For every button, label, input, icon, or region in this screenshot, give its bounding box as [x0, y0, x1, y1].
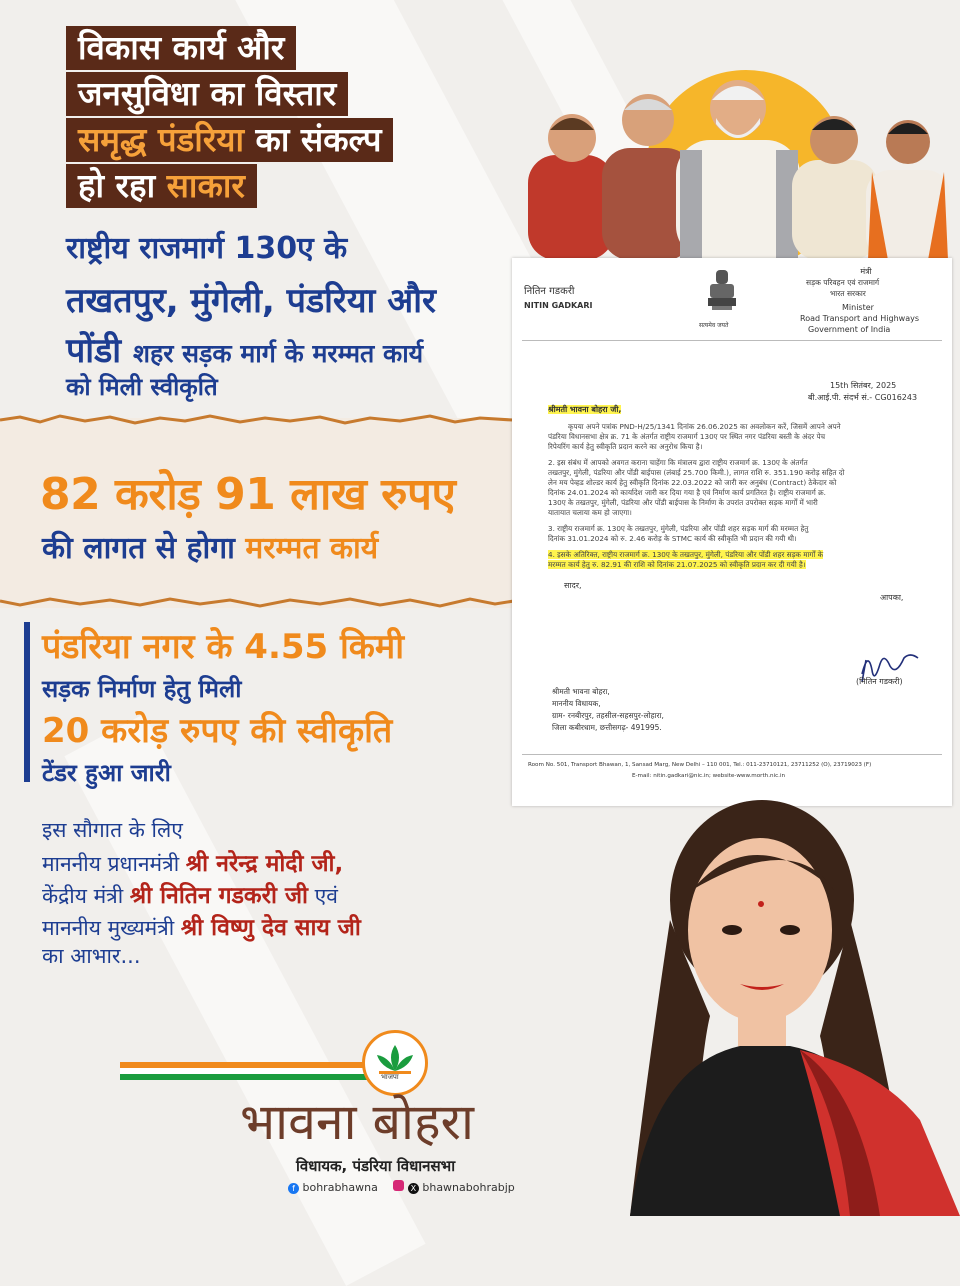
letter-closing: सादर,	[564, 581, 582, 590]
letter-para: लेन मय पेव्हड शोल्डर कार्य हेतु स्वीकृति दिनांक 22.03.2022 को जारी कर अनुबंध (Contract) ठेकेदार को	[548, 478, 837, 487]
approval-text: मरम्मत कार्य	[312, 339, 424, 368]
header-highlight: समृद्ध पंडरिया	[78, 120, 245, 159]
background-streak	[64, 714, 425, 1286]
thanks-text: एवं	[307, 884, 338, 908]
letter-para: दिनांक 24.01.2024 को कार्यादेश जारी कर दिया गया है एवं निर्माण कार्य प्रगतिरत है। राष्ट्रीय राजमार्ग क्र.	[548, 488, 826, 497]
letter-title-hi: सड़क परिवहन एवं राजमार्ग	[806, 278, 880, 287]
header-line-2	[66, 72, 348, 116]
highlight-text: श्रीमती भावना बोहरा जी,	[548, 405, 622, 414]
torn-edge-bottom	[0, 594, 520, 612]
header-text: हो रहा	[78, 166, 167, 205]
letter-para: रिपेयरिंग कार्य हेतु स्वीकृति प्रदान करने का अनुरोध किया है।	[548, 442, 703, 451]
thanks-line-1: इस सौगात के लिए	[42, 818, 183, 842]
mla-designation: विधायक, पंडरिया विधानसभा	[296, 1157, 456, 1175]
letter-para-highlight	[548, 550, 823, 560]
letter-sender-hi: नितिन गडकरी	[524, 286, 575, 297]
letter-para-highlight	[548, 560, 806, 570]
logo-caption: भाजपा	[381, 1073, 399, 1081]
mla-name: भावना बोहरा	[240, 1093, 474, 1151]
thanks-name: श्री विष्णु देव साय जी	[180, 915, 361, 941]
header-text: का संकल्प	[244, 120, 382, 159]
thanks-name: श्री नरेन्द्र मोदी जी,	[185, 851, 344, 877]
header-text: जनसुविधा का विस्तार	[78, 74, 337, 113]
road-line-2: सड़क निर्माण हेतु मिली	[42, 675, 242, 703]
accent-bar	[24, 622, 30, 782]
leaders-photo	[520, 60, 960, 260]
letter-title-en: Minister	[842, 303, 874, 312]
x-icon: X	[408, 1183, 419, 1194]
letter-title-hi: भारत सरकार	[830, 289, 866, 298]
torn-edge-top	[0, 412, 512, 428]
facebook-handle[interactable]: bohrabhawna	[302, 1181, 378, 1194]
road-line-4: टेंडर हुआ जारी	[42, 759, 171, 787]
highlight-text: मरम्मत कार्य हेतु रु. 82.91 की राशि को दिनांक 21.07.2025 को स्वीकृति प्रदान कर दी गयी है।	[548, 560, 806, 569]
letter-para: 2. इस संबंध में आपको अवगत कराना चाहेंगा कि मंत्रालय द्वारा राष्ट्रीय राजमार्ग क्र. 130ए के अंतर्गत	[548, 458, 808, 467]
letter-date: 15th सितंबर, 2025	[830, 381, 897, 390]
road-line-1: पंडरिया नगर के 4.55 किमी	[42, 627, 405, 667]
letter-para: 3. राष्ट्रीय राजमार्ग क्र. 130ए के तखतपुर, मुंगेली, पंडरिया और पोंडी शहर सड़क मार्ग की मरम्मत हेतु	[548, 524, 809, 533]
thanks-text: केंद्रीय मंत्री	[42, 884, 130, 908]
letter-address: जिला कबीरधाम, छत्तीसगढ़- 491995.	[552, 723, 662, 732]
header-line-4	[66, 164, 257, 208]
letter-sender-en: NITIN GADKARI	[524, 301, 593, 310]
letter-para: यातायात चलाया कम हो जाएगा।	[548, 508, 632, 517]
tricolor-line	[120, 1062, 370, 1080]
facebook-icon: f	[288, 1183, 299, 1194]
header-line-1	[66, 26, 296, 70]
approval-letter	[512, 258, 952, 806]
letter-title-hi: मंत्री	[860, 267, 872, 276]
signature-name: (नितिन गडकरी)	[856, 677, 903, 686]
header-highlight: साकार	[166, 166, 245, 205]
letter-title-en: Government of India	[808, 325, 891, 334]
leader-figure	[866, 120, 950, 260]
thanks-line-4	[42, 910, 361, 942]
approval-line-4: को मिली स्वीकृति	[66, 373, 218, 401]
letter-para: कृपया अपने पत्रांक PND-H/25/1341 दिनांक 26.06.2025 का अवलोकन करें, जिसमें आपने अपने	[568, 422, 841, 431]
cost-highlight: मरम्मत कार्य	[245, 531, 379, 566]
letter-divider	[522, 754, 942, 755]
letter-title-en: Road Transport and Highways	[800, 314, 920, 323]
letter-para: पंडरिया विधानसभा क्षेत्र क्र. 71 के अंतर्गत राष्ट्रीय राजमार्ग 130ए पर स्थित नगर पंडरिया बस्ती के अंदर पेच	[548, 432, 826, 441]
letter-footer: Room No. 501, Transport Bhawan, 1, Sansad Marg, New Delhi – 110 001, Tel.: 011-23710121, 23711252 (O), 23719023 (F)	[528, 762, 872, 768]
social-handles	[288, 1180, 515, 1194]
instagram-icon	[393, 1180, 404, 1191]
instagram-handle[interactable]: bhawnabohrabjp	[422, 1181, 515, 1194]
letter-address: माननीय विधायक,	[552, 699, 601, 708]
letter-divider	[522, 340, 942, 341]
cost-text: की लागत से होगा	[42, 531, 246, 566]
approval-line-2: तखतपुर, मुंगेली, पंडरिया और	[66, 281, 436, 321]
thanks-line-5: का आभार...	[42, 944, 141, 968]
national-emblem-icon	[702, 268, 742, 320]
approval-line-3	[66, 326, 423, 372]
mla-photo	[600, 800, 960, 1216]
thanks-text: माननीय मुख्यमंत्री	[42, 916, 181, 940]
thanks-line-2	[42, 846, 343, 878]
thanks-text: माननीय प्रधानमंत्री	[42, 852, 186, 876]
road-line-3: 20 करोड़ रुपए की स्वीकृति	[42, 711, 393, 751]
approval-text: शहर सड़क मार्ग के	[132, 339, 313, 368]
letter-para: दिनांक 31.01.2024 को रु. 2.46 करोड़ के STMC कार्य की स्वीकृति भी प्रदान की गयी थी।	[548, 534, 797, 543]
letter-salutation	[548, 404, 621, 415]
header-text: विकास कार्य और	[78, 28, 285, 67]
header-line-3	[66, 118, 393, 162]
approval-text: पोंडी	[66, 331, 133, 371]
cost-amount: 82 करोड़ 91 लाख रुपए	[40, 469, 456, 520]
highlight-text: 4. इसके अतिरिक्त, राष्ट्रीय राजमार्ग क्र. 130ए के तखतपुर, मुंगेली, पंडरिया और पोंडी शहर सड़क मार्गों के	[548, 550, 824, 559]
letter-yours: आपका,	[880, 593, 904, 602]
emblem-caption: सत्यमेव जयते	[699, 322, 729, 329]
cost-subline	[42, 526, 378, 567]
letter-para: 130ए के तखतपुर, मुंगेली, पंडरिया और पोंडी बाईपास के निर्माण के उपरांत उपरोक्त सड़क मार्गों में भारी	[548, 498, 818, 507]
thanks-line-3	[42, 878, 338, 910]
leader-figure	[528, 114, 614, 260]
lotus-icon	[365, 1033, 425, 1093]
letter-footer: E-mail: nitin.gadkari@nic.in; website-www.morth.nic.in	[632, 773, 786, 779]
letter-reference: बी.आई.पी. संदर्भ सं.- CG016243	[808, 393, 918, 402]
approval-line-1: राष्ट्रीय राजमार्ग 130ए के	[66, 231, 348, 266]
letter-address: ग्राम- रनबीरपुर, तहसील-सहसपुर-लोहारा,	[552, 711, 664, 720]
thanks-name: श्री नितिन गडकरी जी	[129, 883, 308, 909]
letter-address: श्रीमती भावना बोहरा,	[552, 687, 610, 696]
letter-para: तखतपुर, मुंगेली, पंडरिया और पोंडी बाईपास (लंबाई 25.700 किमी.), लागत राशि रु. 351.190 करोड़ सहित दो	[548, 468, 845, 477]
